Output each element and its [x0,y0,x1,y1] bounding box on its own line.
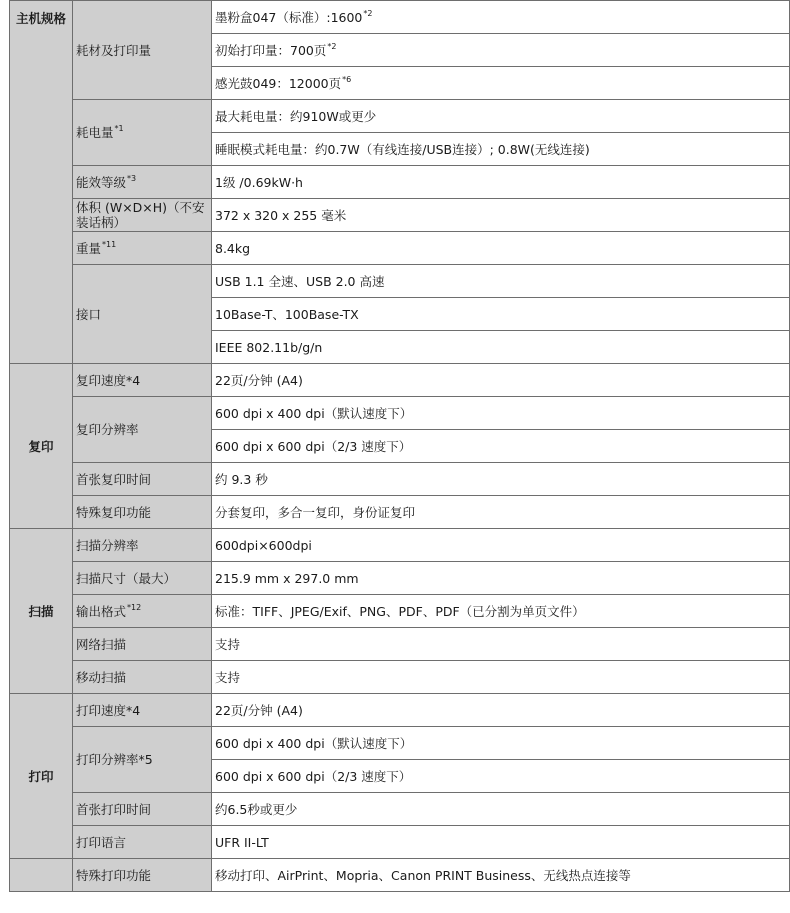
spec-label-text: 复印速度*4 [76,372,141,388]
table-row [10,397,790,430]
spec-label-text: 复印分辨率 [76,422,139,437]
spec-label [73,397,212,463]
footnote-marker: *6 [342,74,352,84]
footnote-marker: *1 [114,124,124,133]
table-row [10,661,790,694]
spec-value [212,199,790,232]
spec-label [73,628,212,661]
spec-table [9,0,790,892]
spec-value [212,298,790,331]
table-row [10,694,790,727]
spec-value [212,100,790,133]
table-row [10,265,790,298]
section-header: 主机规格 [10,1,73,364]
spec-value [212,694,790,727]
spec-value [212,67,790,100]
spec-value-text: IEEE 802.11b/g/n [215,339,323,355]
table-row [10,166,790,199]
table-row [10,1,790,34]
spec-value [212,430,790,463]
spec-value [212,133,790,166]
spec-label-text: 首张复印时间 [76,471,152,487]
spec-value [212,859,790,892]
spec-label [73,463,212,496]
spec-value [212,826,790,859]
spec-value-text: 标准：TIFF、JPEG/Exif、PNG、PDF、PDF（已分割为单页文件） [215,603,585,619]
spec-value-text: 分套复印，多合一复印，身份证复印 [215,504,416,520]
footnote-marker: *2 [363,8,373,18]
spec-label [73,595,212,628]
spec-label-text: 接口 [76,306,102,322]
spec-value-text: 支持 [215,636,241,652]
spec-value [212,463,790,496]
spec-label [73,826,212,859]
spec-value [212,529,790,562]
spec-label [73,265,212,364]
spec-value-text: 睡眠模式耗电量：约0.7W（有线连接/USB连接）; 0.8W(无线连接) [215,141,590,157]
spec-label [73,166,212,199]
spec-value-text: 372 x 320 x 255 毫米 [215,207,347,223]
spec-label-text: 体积 (W×D×H)（不安装话柄） [76,200,205,230]
table-row [10,199,790,232]
spec-value [212,331,790,364]
footnote-marker: *11 [102,239,117,249]
spec-label-text: 能效等级 [76,174,127,190]
spec-value [212,265,790,298]
spec-value [212,496,790,529]
spec-label-text: 扫描分辨率 [76,537,139,553]
spec-label-text: 耗电量 [76,125,114,140]
spec-table-body [10,1,790,892]
section-header: 复印 [10,364,73,529]
table-row [10,595,790,628]
spec-value-text: 600 dpi x 600 dpi（2/3 速度下） [215,438,412,454]
spec-label-text: 输出格式 [76,603,127,619]
spec-value [212,595,790,628]
spec-label [73,232,212,265]
spec-value-text: 支持 [215,669,241,685]
spec-value [212,661,790,694]
table-row [10,496,790,529]
spec-value-text: 8.4kg [215,240,251,256]
spec-label [73,496,212,529]
table-row [10,232,790,265]
spec-value-text: 墨粉盒047（标准）:1600 [215,9,363,25]
spec-value [212,397,790,430]
section-header: 扫描 [10,529,73,694]
footnote-marker: *2 [327,41,337,51]
table-row [10,826,790,859]
spec-label [73,694,212,727]
spec-value [212,232,790,265]
table-row [10,628,790,661]
spec-value [212,793,790,826]
table-row [10,100,790,133]
table-row [10,529,790,562]
table-row [10,463,790,496]
spec-value-text: 初始打印量：700页 [215,42,327,58]
spec-value-text: 约 9.3 秒 [215,471,268,487]
spec-label [73,1,212,100]
spec-value-text: 10Base-T、100Base-TX [215,306,359,322]
spec-value [212,1,790,34]
spec-value [212,166,790,199]
spec-label-text: 网络扫描 [76,636,127,652]
spec-label [73,562,212,595]
spec-value-text: 22页/分钟 (A4) [215,702,303,718]
spec-label [73,364,212,397]
table-row [10,727,790,760]
spec-label-text: 打印语言 [76,834,127,850]
spec-label-text: 移动扫描 [76,669,127,685]
spec-label [73,199,212,232]
spec-value [212,628,790,661]
spec-label [73,529,212,562]
spec-value [212,34,790,67]
spec-value-text: UFR II-LT [215,834,269,850]
footnote-marker: *12 [127,602,142,612]
spec-value-text: 1级 /0.69kW·h [215,174,303,190]
spec-label-text: 耗材及打印量 [76,42,152,58]
spec-value-text: 600 dpi x 400 dpi（默认速度下） [215,735,413,751]
spec-value-text: 感光鼓049：12000页 [215,75,342,91]
spec-value-text: 600 dpi x 600 dpi（2/3 速度下） [215,768,412,784]
spec-value [212,364,790,397]
spec-value-text: 600dpi×600dpi [215,537,312,553]
spec-label [73,859,212,892]
spec-label-text: 特殊复印功能 [76,504,152,520]
spec-value-text: USB 1.1 全速、USB 2.0 高速 [215,273,385,289]
spec-value [212,727,790,760]
footnote-marker: *3 [127,173,137,183]
table-row [10,793,790,826]
spec-value-text: 约6.5秒或更少 [215,801,298,817]
spec-value-text: 移动打印、AirPrint、Mopria、Canon PRINT Business、无线热点连接等 [215,867,631,883]
spec-value [212,562,790,595]
spec-label [73,727,212,793]
spec-label-text: 首张打印时间 [76,801,152,817]
spec-label [73,661,212,694]
spec-value-text: 215.9 mm x 297.0 mm [215,570,359,586]
section-header: 打印 [10,694,73,859]
table-row [10,562,790,595]
spec-value-text: 最大耗电量：约910W或更少 [215,108,377,124]
section-header [10,859,73,892]
spec-value-text: 22页/分钟 (A4) [215,372,303,388]
spec-value-text: 600 dpi x 400 dpi（默认速度下） [215,405,413,421]
spec-label-text: 重量 [76,240,102,256]
spec-label-text: 打印分辨率*5 [76,752,153,767]
spec-value [212,760,790,793]
spec-label [73,793,212,826]
spec-label-text: 扫描尺寸（最大） [76,570,177,586]
spec-label-text: 特殊打印功能 [76,867,152,883]
table-row [10,364,790,397]
spec-label [73,100,212,166]
spec-label-text: 打印速度*4 [76,702,141,718]
table-row [10,859,790,892]
